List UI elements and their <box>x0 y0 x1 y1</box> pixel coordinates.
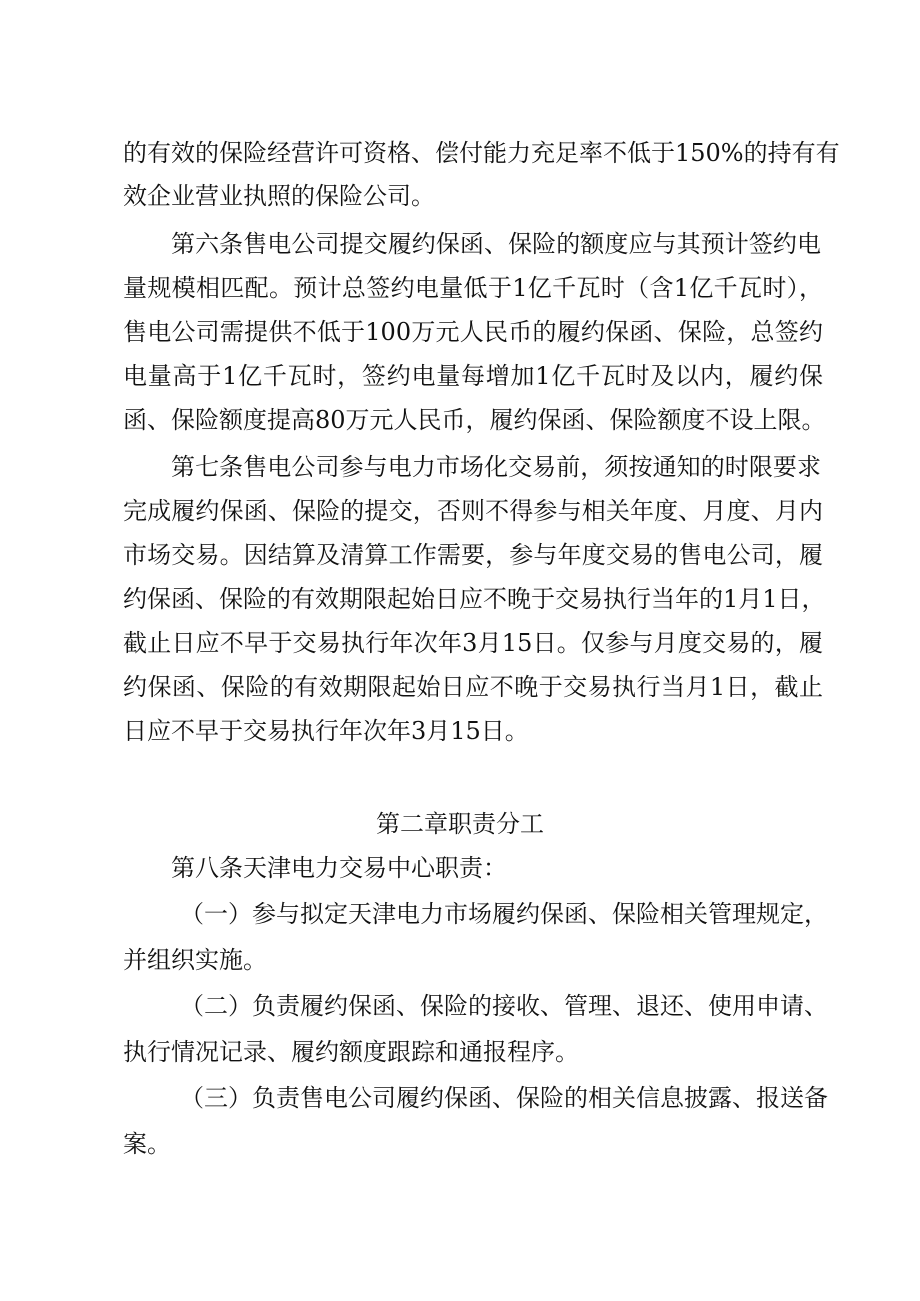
article-8-item-3-line: （三）负责售电公司履约保函、保险的相关信息披露、报送备 <box>180 1084 828 1112</box>
article-8-item-2-line: 执行情况记录、履约额度跟踪和通报程序。 <box>123 1038 579 1066</box>
article-8-item-3-line: 案。 <box>123 1130 171 1158</box>
article-6-line: 量规模相匹配。预计总签约电量低于1亿千瓦时（含1亿千瓦时）， <box>123 274 823 302</box>
article-8-intro: 第八条天津电力交易中心职责： <box>171 854 507 882</box>
article-6-line: 第六条售电公司提交履约保函、保险的额度应与其预计签约电 <box>171 230 821 258</box>
article-6-line: 电量高于1亿千瓦时，签约电量每增加1亿千瓦时及以内，履约保 <box>123 362 823 390</box>
paragraph-line: 效企业营业执照的保险公司。 <box>123 182 435 210</box>
article-8-item-1-line: 并组织实施。 <box>123 946 267 974</box>
article-7-line: 日应不早于交易执行年次年3月15日。 <box>123 717 529 745</box>
paragraph-line: 的有效的保险经营许可资格、偿付能力充足率不低于150%的持有有 <box>123 139 840 167</box>
article-6-line: 售电公司需提供不低于100万元人民币的履约保函、保险，总签约 <box>123 318 823 346</box>
chapter-title: 第二章职责分工 <box>376 810 544 838</box>
article-7-line: 约保函、保险的有效期限起始日应不晚于交易执行当年的1月1日， <box>123 585 826 613</box>
article-7-line: 截止日应不早于交易执行年次年3月15日。仅参与月度交易的，履 <box>123 629 823 657</box>
article-7-line: 市场交易。因结算及清算工作需要，参与年度交易的售电公司，履 <box>123 541 823 569</box>
article-6-line: 函、保险额度提高80万元人民币，履约保函、保险额度不设上限。 <box>123 406 826 434</box>
article-8-item-1-line: （一）参与拟定天津电力市场履约保函、保险相关管理规定， <box>180 900 828 928</box>
article-8-item-2-line: （二）负责履约保函、保险的接收、管理、退还、使用申请、 <box>180 992 828 1020</box>
article-7-line: 完成履约保函、保险的提交，否则不得参与相关年度、月度、月内 <box>123 497 823 525</box>
article-7-line: 第七条售电公司参与电力市场化交易前，须按通知的时限要求 <box>171 453 821 481</box>
article-7-line: 约保函、保险的有效期限起始日应不晚于交易执行当月1日，截止 <box>123 673 823 701</box>
